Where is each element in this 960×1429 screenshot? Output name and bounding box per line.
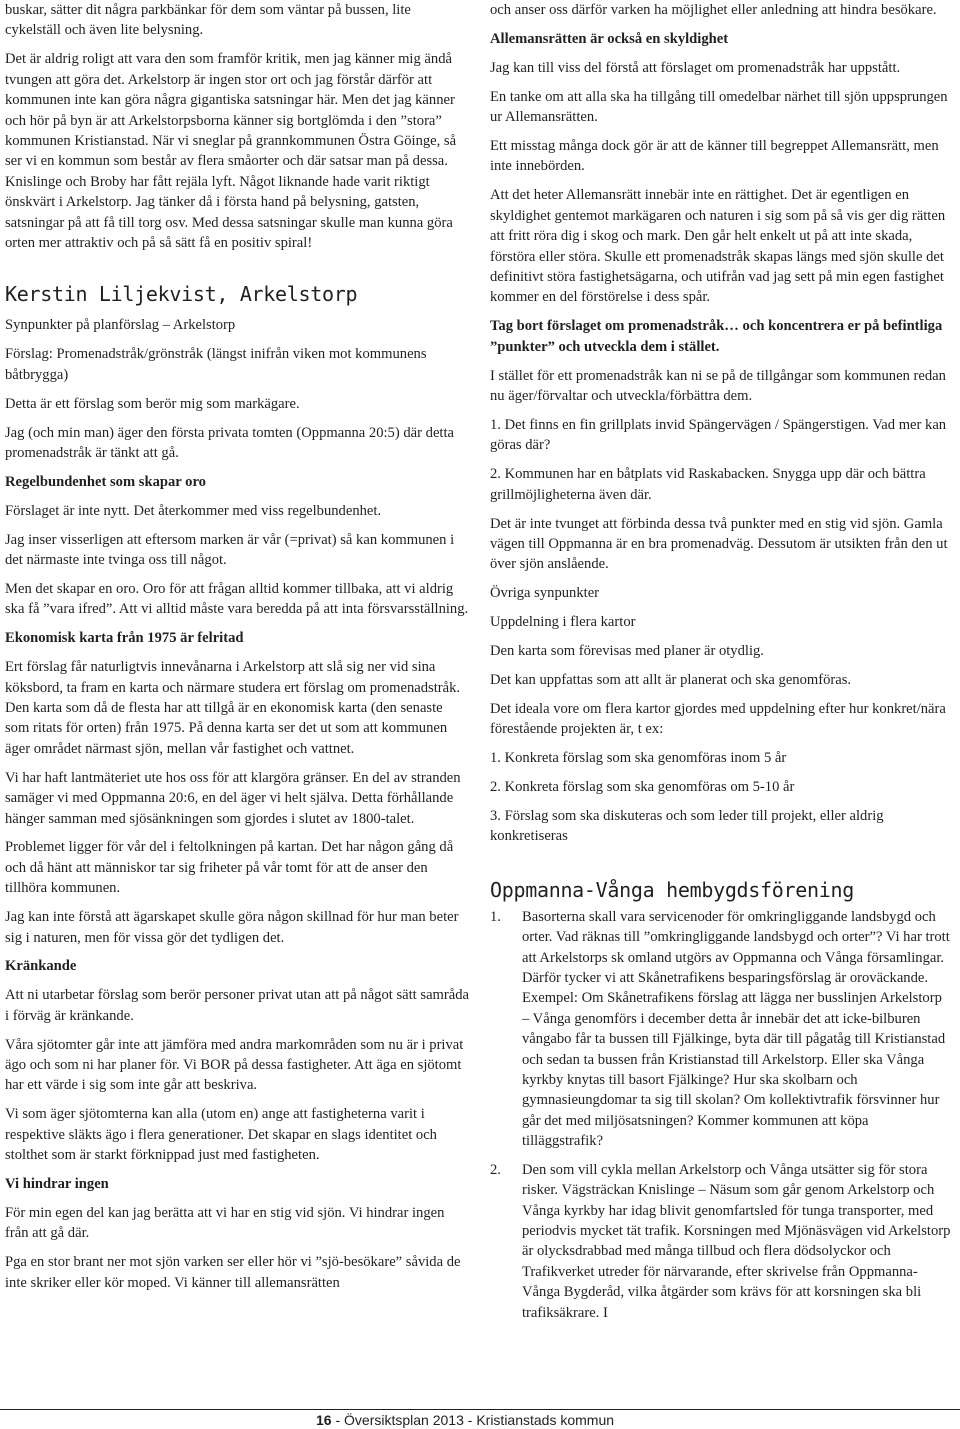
paragraph: Ett misstag många dock gör är att de känner till begreppet Allemansrätt, men inte innebörden. — [490, 138, 939, 175]
paragraph: Att ni utarbetar förslag som berör personer privat utan att på något sätt samråda i förväg är kränkande. — [5, 987, 470, 1024]
letter-subheading: Synpunkter på planförslag – Arkelstorp — [5, 317, 236, 334]
paragraph: Det är aldrig roligt att vara den som framför kritik, men jag känner mig ändå tvungen att göra det. Arkelstorp är ingen stor ort och jag förstår därför att kommunen inte kan göra några gigantiska satsningar här. Men det jag känner och hör på byn är att Arkelstorpsborna känner sig bortglömda i den ”stora” kommunen Kristianstad. När vi sneglar på grannkommunen Östra Göinge, så ser vi en kommun som består av flera småorter och där satsar man på dessa. Knislinge och Broby har fått rejäla lyft. Något liknande hade varit riktigt önskvärt i Arkelstorp. Jag tänker då i första hand på belysning, gatsten, satsningar på att få till torg osv. Med dessa satsningar skulle man kunna göra orten mer attraktiv och på så sätt få en positiv spiral! — [5, 51, 457, 251]
paragraph: Problemet ligger för vår del i feltolkningen på kartan. Det har någon gång då och då hänt att människor tar sig friheter på vår tomt för att de anser den tillhöra kommunen. — [5, 839, 454, 897]
footer-rule — [0, 1409, 960, 1410]
paragraph: Ert förslag får naturligtvis innevånarna i Arkelstorp att slå sig ner vid sina köksbord, ta fram en karta och närmare studera ert förslag om promenadstråk. Den karta som då de flesta har att tillgå är en ekonomisk karta (den senaste som ritats för orten) från 1975. På denna karta ser det ut som att kommunen äger området närmast sjön, mellan vår fastighet och vattnet. — [5, 659, 461, 757]
paragraph: Övriga synpunkter — [490, 585, 600, 602]
paragraph: Jag inser visserligen att eftersom marken är vår (=privat) så kan kommunen i det närmaste inte tvinga oss till något. — [5, 531, 455, 569]
paragraph: Att det heter Allemansrätt innebär inte en rättighet. Det är egentligen en skyldighet gentemot markägaren och naturen i sig som på så vis ger dig rätten att fritt röra dig i skog och mark. Den går helt enkelt ut på att inte skada, förstöra eller störa. Skulle ett promenadstråk skapas längs med sjön skulle det definitivt störa fastighetsägarna, och utifrån vad jag sett på min egen fastighet kommer en del förstörelse i dess spår. — [490, 187, 946, 306]
paragraph: Våra sjötomter går inte att jämföra med andra markområden som nu är i privat ägo och som ni har planer för. Vi BOR på dessa fastigheter. Att äga en sjötomt har ett värde i sig som inte går att beskriva. — [5, 1036, 464, 1094]
section-heading: Kränkande — [5, 958, 77, 975]
list-item — [490, 1160, 952, 1323]
section-heading: Tag bort förslaget om promenadstråk… och koncentrera er på befintliga ”punkter” och utveckla dem i stället. — [490, 318, 943, 355]
paragraph: För min egen del kan jag berätta att vi har en stig vid sjön. Vi hindrar ingen från att gå där. — [5, 1205, 445, 1242]
paragraph: och anser oss därför varken ha möjlighet eller anledning att hindra besökare. — [490, 2, 937, 18]
paragraph: Vi har haft lantmäteriet ute hos oss för att klargöra gränser. En del av stranden samäger vi med Oppmanna 20:6, en del äger vi helt själva. Detta förhållande hänger samman med sjösänkningen som gjordes i slutet av 1800-talet. — [5, 769, 461, 827]
paragraph: Det kan uppfattas som att allt är planerat och ska genomföras. — [490, 671, 852, 688]
paragraph: 3. Förslag som ska diskuteras och som leder till projekt, eller aldrig konkretiseras — [490, 808, 884, 845]
paragraph: 2. Kommunen har en båtplats vid Raskabacken. Snygga upp där och bättra grillmöjligheterna även där. — [490, 466, 926, 503]
paragraph: En tanke om att alla ska ha tillgång till omedelbar närhet till sjön uppsprungen ur Allemansrätten. — [490, 88, 948, 126]
document-title: Översiktsplan 2013 - Kristianstads kommun — [344, 1412, 615, 1428]
list-item — [490, 907, 952, 1152]
letter-author-heading: Kerstin Liljekvist, Arkelstorp — [5, 282, 358, 307]
paragraph: Men det skapar en oro. Oro för att frågan alltid kommer tillbaka, att vi aldrig ska få ”vara ifred”. Att vi alltid måste vara beredda på att inta försvarsställning. — [5, 580, 469, 618]
paragraph: 1. Konkreta förslag som ska genomföras inom 5 år — [490, 750, 787, 767]
paragraph: Vi som äger sjötomterna kan alla (utom en) ange att fastigheterna varit i respektive släkts ägo i flera generationer. Det skapar en slags identitet och stolthet som är starkt förknippad just med fastigheten. — [5, 1106, 437, 1164]
footer-text — [316, 1411, 614, 1429]
list-item-number: 2. — [490, 1161, 501, 1178]
paragraph: Förslaget är inte nytt. Det återkommer med viss regelbundenhet. — [5, 502, 382, 519]
right-column — [490, 0, 952, 1331]
paragraph: Förslag: Promenadstråk/grönstråk (längst inifrån viken mot kommunens båtbrygga) — [5, 346, 427, 383]
page-footer — [0, 1409, 960, 1429]
list-item-text: Den som vill cykla mellan Arkelstorp och Vånga utsätter sig för stora risker. Vägsträckan Knislinge – Näsum som går genom Arkelstorp och Vånga kyrkby har idag blivit genomfartsled för tunga transporter, med periodvis mycket tät trafik. Korsningen med Mjönäsvägen vid Arkelstorp är olycksdrabbad med många tillbud och flera dödsolyckor och Trafikverket utreder för närvarande, efter skrivelse från Oppmanna-Vånga Bygderåd, vilka åtgärder som krävs för att korsningen ska bli trafiksäkrare. I — [522, 1161, 951, 1321]
footer-separator: - — [331, 1412, 345, 1428]
paragraph: Den karta som förevisas med planer är otydlig. — [490, 643, 764, 660]
organization-heading: Oppmanna-Vånga hembygdsförening — [490, 877, 854, 902]
paragraph: Jag (och min man) äger den första privata tomten (Oppmanna 20:5) där detta promenadstråk är tänkt att gå. — [5, 424, 455, 461]
section-heading: Regelbundenhet som skapar oro — [5, 473, 206, 490]
paragraph: Uppdelning i flera kartor — [490, 614, 636, 631]
page-number: 16 — [316, 1412, 332, 1428]
paragraph: Jag kan till viss del förstå att förslaget om promenadstråk har uppstått. — [490, 59, 901, 76]
paragraph: 1. Det finns en fin grillplats invid Spängervägen / Spängerstigen. Vad mer kan göras där? — [490, 416, 947, 454]
paragraph: Det är inte tvunget att förbinda dessa två punkter med en stig vid sjön. Gamla vägen till Oppmanna är en bra promenadväg. Dessutom är utsikten från den ut över sjön anslående. — [490, 515, 948, 573]
section-heading: Allemansrätten är också en skyldighet — [490, 30, 729, 47]
paragraph: 2. Konkreta förslag som ska genomföras om 5-10 år — [490, 779, 795, 796]
paragraph: I stället för ett promenadstråk kan ni se på de tillgångar som kommunen redan nu äger/förvaltar och utveckla/förbättra dem. — [490, 367, 946, 404]
paragraph: Detta är ett förslag som berör mig som markägare. — [5, 395, 300, 412]
paragraph: Det ideala vore om flera kartor gjordes med uppdelning efter hur konkret/nära förestående projekten är, t ex: — [490, 700, 946, 738]
section-heading: Vi hindrar ingen — [5, 1176, 109, 1193]
list-item-text: Basorterna skall vara servicenoder för omkringliggande landsbygd och orter. Vad räknas till ”omkringliggande landsbygd och orter”? Vi har trott att Arkelstorps sk omland utgörs av Oppmanna och Vånga församlingar. Därför tycker vi att Skånetrafikens besparingsförslag är oroväckande. Exempel: Om Skånetrafikens förslag att lägga ner busslinjen Arkelstorp – Vånga genomförs i december detta år innebär det att icke-bilburen vångabo får ta bussen till Fjälkinge, byta där till pågatåg till Kristianstad och sedan ta bussen från Kristianstad till Arkelstorp. Eller ska Vånga kyrkby knytas till basort Fjälkinge? Hur ska skolbarn och gymnasieungdomar ta sig till skolan? Om kollektivtrafik försvinner hur går det med miljösatsningen? Kommer kommunen att köpa tilläggstrafik? — [522, 908, 950, 1150]
numbered-list — [490, 907, 952, 1323]
paragraph: buskar, sätter dit några parkbänkar för dem som väntar på bussen, lite cykelställ och även lite belysning. — [5, 2, 411, 39]
list-item-number: 1. — [490, 908, 501, 925]
section-heading: Ekonomisk karta från 1975 är felritad — [5, 630, 244, 647]
paragraph: Pga en stor brant ner mot sjön varken ser eller hör vi ”sjö-besökare” såvida de inte skriker eller kör moped. Vi känner till allemansrätten — [5, 1254, 461, 1291]
left-column — [5, 0, 469, 1302]
paragraph: Jag kan inte förstå att ägarskapet skulle göra någon skillnad för hur man beter sig i naturen, men för vissa gör det tydligen det. — [5, 909, 459, 946]
